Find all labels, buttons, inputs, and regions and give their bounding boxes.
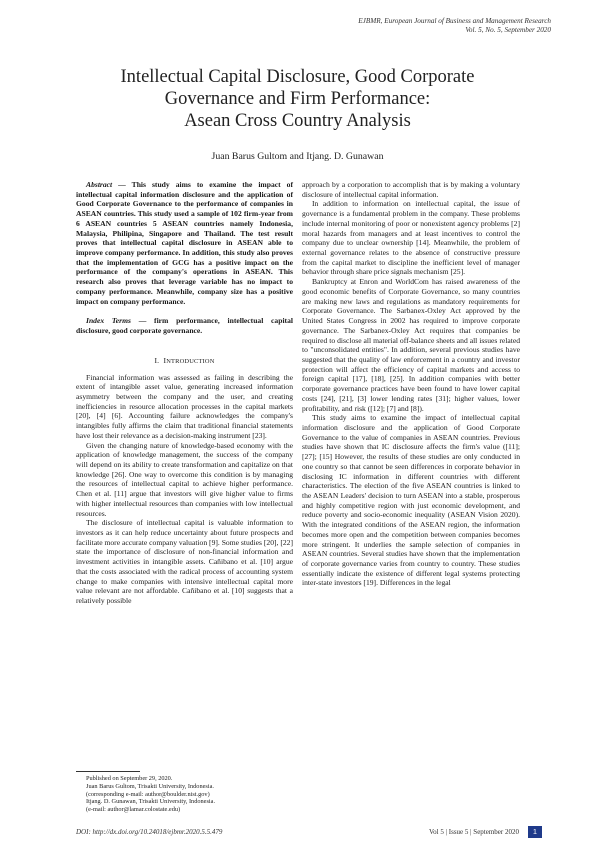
footnote-line: Juan Barus Gultom, Trisakti University, Indonesia. [86,782,214,790]
title-line: Governance and Firm Performance: [164,89,431,109]
body-paragraph: Given the changing nature of knowledge-based economy with the application of knowledge management, the success of the company will depend on its ability to create transformation and capitalize on that knowledge [26]. One way to overcome this condition is by managing the resources of intellectual capital to achieve higher performance. Chen et al. [11] argue that investors will give higher value to firms with higher intellectual resources than companies with low intellectual resources. [76,440,293,518]
left-column [76,180,293,606]
footnote-line: (corresponding e-mail: author@boulder.nist.gov) [86,790,210,798]
body-paragraph: This study aims to examine the impact of intellectual capital information disclosure and the application of Good Corporate Governance to the value of companies in ASEAN countries. Previous studies have shown that IC disclosure affects the firm's value ([11]; [27]; [15] However, the results of these studies are only conducted in one country so that cannot be seen differences in corporate behavior in disclosing IC information in different countries with different characteristics. The election of the five ASEAN countries is linked to the ASEAN Leaders' decision to turn ASEAN into a stable, prosperous and highly competitive region with just economic development, and reduce poverty and socio-economic inequality (ASEAN Vision 2020). With the integrated conditions of the ASEAN region, the information becomes more open and the competition between companies becomes more stringent. It underlies the sample selection of companies in ASEAN countries. Several studies have shown that the implementation of corporate governance varies from country to country. These studies essentially indicate the existence of different legal systems protecting inter-state investors [19]. Differences in the legal [302,413,520,588]
index-terms-text: — firm performance, intellectual capital disclosure, good corporate governance. [76,316,293,336]
section-number: I. [154,355,160,365]
footnote-line: Itjang. D. Gunawan, Trisakti University, Indonesia. [86,798,216,806]
footnote-line: Published on September 29, 2020. [86,775,173,782]
index-terms [76,316,293,335]
body-paragraph: In addition to information on intellectual capital, the issue of governance is a fundamental problem in the company. These problems include internal monitoring of poor or nonexistent agency problems [2] moral hazards from managers and at least incentives to control the company due to unclear ownership [14]. Meanwhile, the problem of external governance relates to the absence of constructive pressure from the capital market to discipline the inefficient level of manager behavior through share price signals mechanism [25]. [302,199,520,277]
paper-title [40,66,555,132]
abstract-text: — This study aims to examine the impact of intellectual capital information disclosure and the application of Good Corporate Governance to the performance of companies in ASEAN countries. This study used a sample of 102 firm-year from 6 ASEAN countries 5 ASEAN countries namely Indonesia, Malaysia, Philipina, Singapore and Thailand. The test result proves that intellectual capital disclosure in ASEAN able to improve company performance. In addition, this study also proves that the implementation of GCG has a positive impact on the performance of the company's operations in ASEAN. This research also proves that leverage variable has no impact to company performance. Meanwhile, company size has a positive impact on company performance. [76,180,293,306]
body-paragraph: Financial information was assessed as failing in describing the extent of intangible asset value, generating increased information asymmetry between the company and the user, and creating inefficiencies in resource allocation processes in the capital markets [20], [4] [6]. Accounting failure acknowledges the company's intangibles fully affirms the claim that traditional financial statements have lost their relevance as a decision-making instrument [23]. [76,372,293,440]
title-line: Asean Cross Country Analysis [184,111,411,131]
journal-header [358,17,551,35]
authors: Juan Barus Gultom and Itjang. D. Gunawan [211,151,384,162]
body-paragraph: approach by a corporation to accomplish that is by making a voluntary disclosure of intellectual capital information. [302,180,520,199]
section-heading [76,356,293,367]
index-terms-label: Index Terms [86,316,131,326]
right-column [302,180,520,588]
issue-info: Vol 5 | Issue 5 | September 2020 [429,828,519,836]
section-initial: I [163,355,167,365]
doi-link[interactable]: DOI: http://dx.doi.org/10.24018/ejbmr.2020.5.5.479 [76,828,223,836]
footnote-line: (e-mail: author@lamar.colostate.edu) [86,806,181,814]
title-line: Intellectual Capital Disclosure, Good Corporate [120,67,475,87]
section-title-rest: NTRODUCTION [166,357,215,365]
footnote-divider [76,771,140,772]
journal-name: EJBMR, European Journal of Business and Management Research [358,17,551,25]
page-number: 1 [528,826,542,838]
footnote [86,775,215,814]
body-paragraph: The disclosure of intellectual capital is valuable information to investors as it can help reduce uncertainty about future prospects and facilitate more accurate company valuation [9]. Some studies [20], [22] state the importance of disclosure of non-financial information and investment activities in intangible assets. Cañibano et al. [10] argue that the costs associated with the radical process of accounting system change to make companies with intensive intellectual capital more value relevant are not affordable. Cañibano et al. [10] suggests that a relatively possible [76,518,293,606]
abstract [76,180,293,306]
body-paragraph: Bankruptcy at Enron and WorldCom has raised awareness of the good economic benefits of Corporate Governance, so many countries are making new laws and regulations as mandatory requirements for Corporate Governance. The Sarbanex-Oxley Act approved by the United States Congress in 2002 has required to improve corporate governance. The Sarbanex-Oxley Act requires that companies be required to disclose all material off-balance sheets and all issues related to "unconsolidated entities". In addition, several previous studies have suggested that the quality of law enforcement in a country and investor protection will affect the efficiency of capital markets and access to foreign capital [17], [18], [25]. In addition companies with better corporate governance practices have been found to have lower capital costs [24], [21], [3] lower lending rates [31]; higher values, lower profitability, and risk ([12]; [7] and [8]). [302,277,520,413]
journal-issue: Vol. 5, No. 5, September 2020 [465,26,551,34]
abstract-label: Abstract [86,180,113,189]
